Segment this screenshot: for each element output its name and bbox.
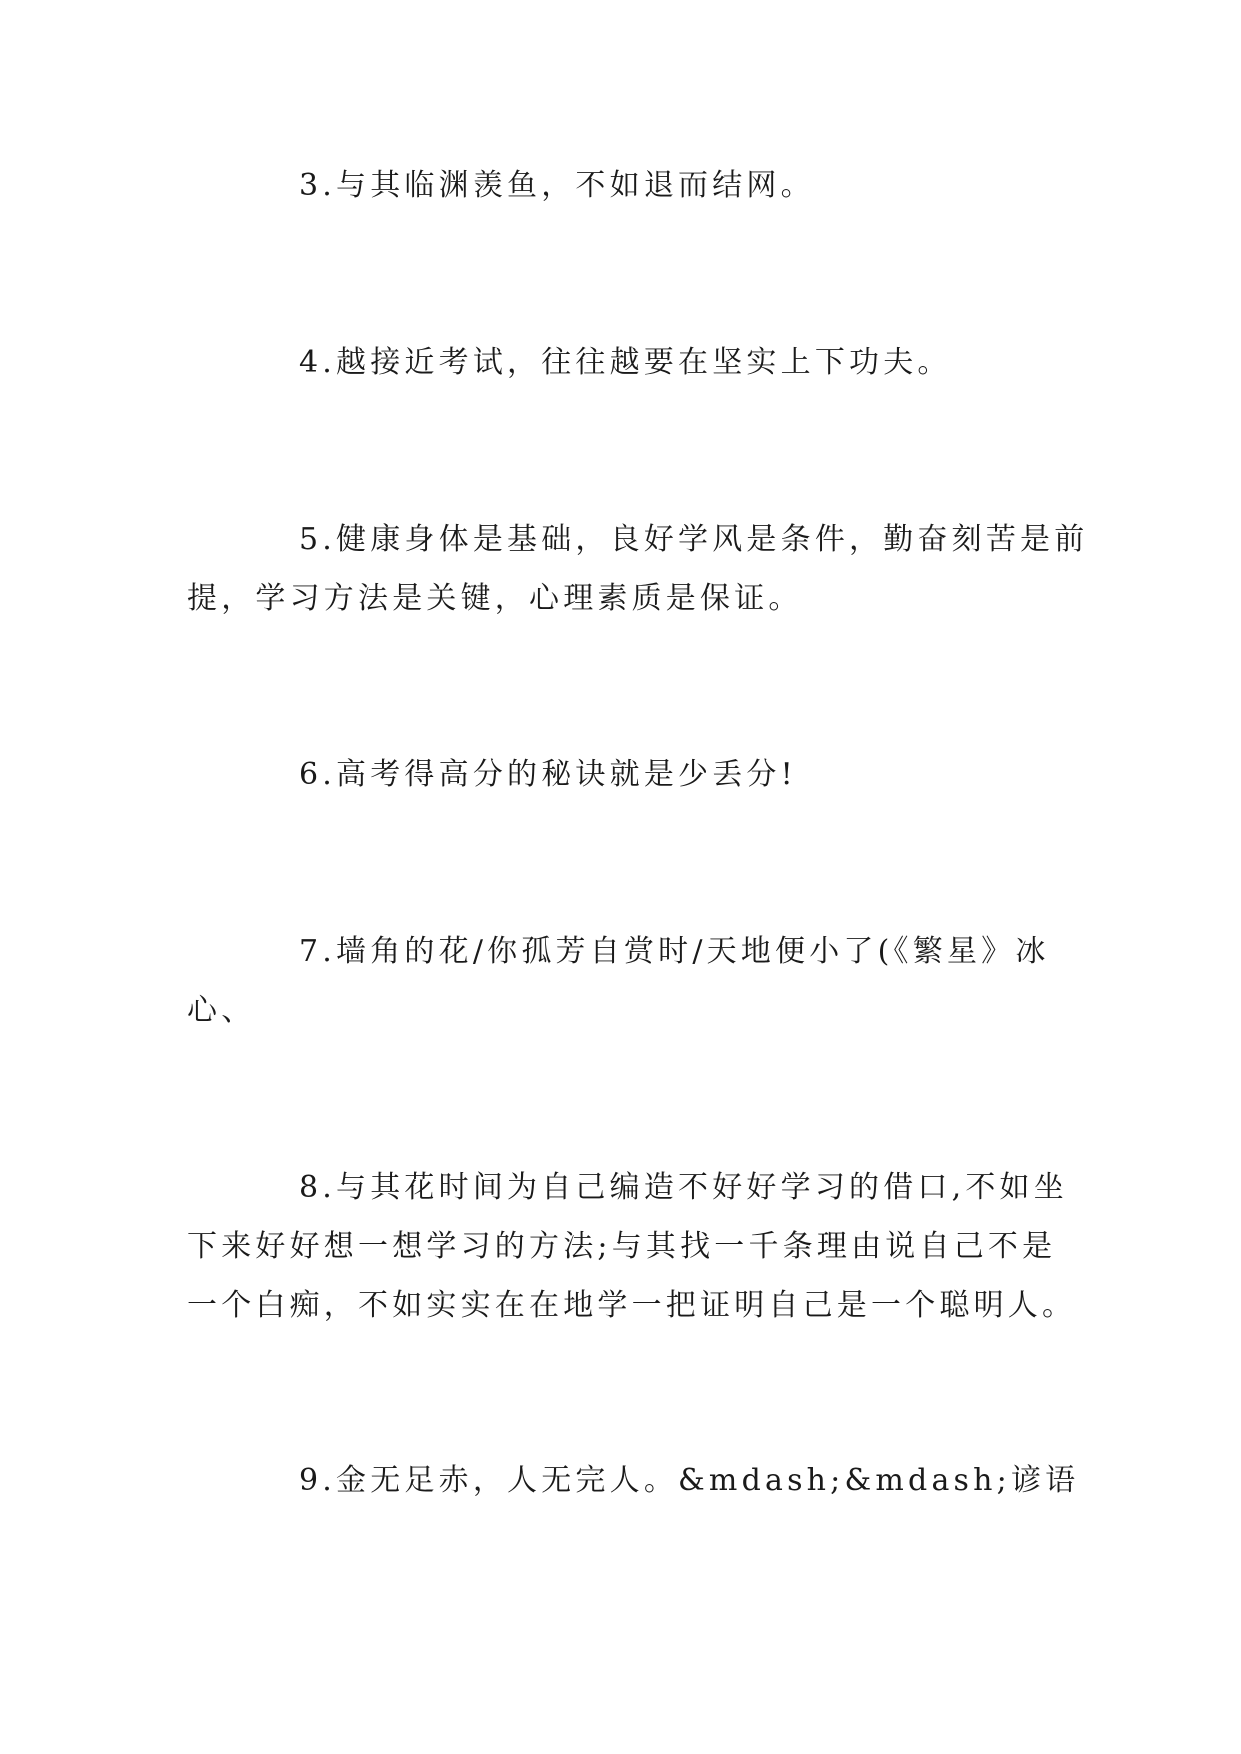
paragraph-3 [187, 156, 1067, 215]
paragraph-line: 8.与其花时间为自己编造不好好学习的借口,不如坐 [299, 1170, 1068, 1205]
paragraph-line: 6.高考得高分的秘诀就是少丢分! [299, 757, 797, 792]
paragraph-line: 心、 [187, 993, 256, 1028]
paragraph-line: 提，学习方法是关键，心理素质是保证。 [187, 581, 803, 616]
paragraph-line: 3.与其临渊羡鱼，不如退而结网。 [299, 168, 815, 203]
paragraph-6 [187, 745, 1067, 804]
paragraph-9 [187, 1451, 1080, 1510]
paragraph-line: 4.越接近考试，往往越要在坚实上下功夫。 [299, 345, 952, 380]
paragraph-line: 5.健康身体是基础，良好学风是条件，勤奋刻苦是前 [299, 522, 1089, 557]
paragraph-7 [187, 922, 1067, 1040]
paragraph-5 [187, 510, 1089, 628]
paragraph-line: 7.墙角的花/你孤芳自赏时/天地便小了(《繁星》冰 [299, 934, 1050, 969]
paragraph-8 [187, 1158, 1077, 1335]
paragraph-4 [187, 333, 1067, 392]
paragraph-line: 9.金无足赤，人无完人。&mdash;&mdash;谚语 [299, 1463, 1080, 1498]
paragraph-line: 一个白痴，不如实实在在地学一把证明自己是一个聪明人。 [187, 1288, 1077, 1323]
paragraph-line: 下来好好想一想学习的方法;与其找一千条理由说自己不是 [187, 1229, 1057, 1264]
